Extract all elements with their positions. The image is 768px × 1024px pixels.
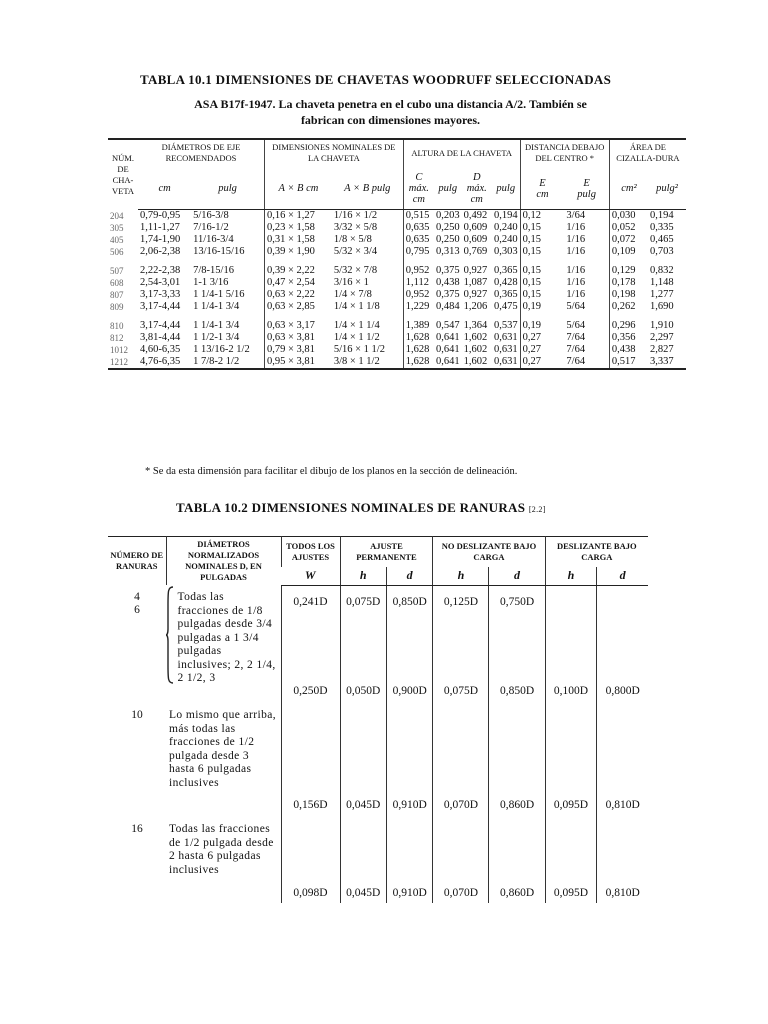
spacer-cell: [403, 258, 434, 265]
cell-e-cm: 0,15: [520, 246, 564, 258]
cell-d-cm: 4,60-6,35: [140, 344, 181, 355]
cell-value: 0,050D: [340, 685, 386, 705]
cell-a-cm2: 0,030: [609, 210, 648, 223]
sub-d-max: D máx.: [466, 172, 487, 194]
cell-ab-cm: 0,63 × 3,17: [264, 320, 331, 332]
cell-d-max-cm: 0,769: [463, 246, 488, 257]
cell-num: 305: [110, 223, 124, 233]
cell-a-pulg2: 3,337: [649, 356, 674, 367]
sub-ab-pulg: A × B pulg: [332, 166, 403, 210]
cell-value: 0,250D: [281, 685, 340, 705]
cell-c-cm: 0,952: [403, 265, 434, 277]
table2-title-text: TABLA 10.2 DIMENSIONES NOMINALES DE RANURAS: [176, 500, 526, 515]
cell-d-max-cm: 1,602: [463, 332, 488, 343]
cell-e-cm: 0,15: [520, 265, 564, 277]
cell-ab-pulg: 3/16 × 1: [333, 277, 369, 288]
cell-e-cm: 0,15: [520, 277, 564, 289]
cell-c-cm: 1,229: [403, 301, 434, 313]
cell-num: 608: [110, 278, 124, 288]
cell-a-cm2: 0,072: [609, 234, 648, 246]
table1-title: TABLA 10.1 DIMENSIONES DE CHAVETAS WOODRUFF SELECCIONADAS: [140, 72, 612, 87]
cell-e-pulg: 7/64: [566, 356, 586, 367]
spacer-cell: [648, 258, 686, 265]
sub-h1: h: [340, 567, 386, 585]
ranuras-desc: Todas las fracciones de 1/2 pulgada desde 2 hasta 6 pulgadas inclusives: [169, 823, 274, 876]
spacer-cell: [648, 313, 686, 320]
spacer-cell: [520, 313, 564, 320]
cell-d-pulg: 1 7/8-2 1/2: [193, 356, 240, 367]
sub-e-pulg: [564, 166, 609, 210]
cell-e-cm: 0,27: [520, 344, 564, 356]
cell-c-pulg: 0,250: [435, 222, 460, 233]
cell-a-pulg2: 2,297: [649, 332, 674, 343]
table-row: [108, 210, 686, 223]
cell-num: 809: [110, 302, 124, 312]
cell-d-cm: 3,17-4,44: [140, 320, 181, 331]
cell-value: 0,850D: [386, 585, 432, 685]
cell-c-cm: 1,389: [403, 320, 434, 332]
table-row: [108, 234, 686, 246]
cell-c-pulg: 0,375: [435, 265, 460, 276]
cell-e-cm: 0,19: [520, 320, 564, 332]
sub-area-pulg2: pulg²: [648, 166, 686, 210]
cell-c-pulg: 0,313: [435, 246, 460, 257]
cell-d-max-pulg: 0,240: [493, 234, 518, 245]
cell-num: 810: [110, 321, 124, 331]
sub-w: W: [281, 567, 340, 585]
cell-ab-cm: 0,47 × 2,54: [264, 277, 331, 289]
cell-e-pulg: 1/16: [566, 289, 586, 300]
table2-title: [176, 500, 626, 516]
cell-e-pulg: 1/16: [566, 222, 586, 233]
cell-a-pulg2: 0,832: [649, 265, 674, 276]
cell-ab-pulg: 1/4 × 1 1/4: [333, 320, 380, 331]
cell-a-pulg2: 0,194: [649, 210, 674, 221]
table-row: [108, 356, 686, 369]
cell-value: 0,070D: [433, 705, 489, 815]
spacer-cell: [492, 313, 520, 320]
cell-c-cm: 0,515: [403, 210, 434, 223]
cell-d-cm: 4,76-6,35: [140, 356, 181, 367]
cell-value: 0,045D: [340, 705, 386, 815]
cell-value: 0,810D: [597, 705, 648, 815]
cell-c-cm: 0,635: [403, 234, 434, 246]
cell-e-pulg: 1/16: [566, 246, 586, 257]
cell-d-cm: 3,81-4,44: [140, 332, 181, 343]
cell-a-cm2: 0,198: [609, 289, 648, 301]
table-row: [108, 301, 686, 313]
table2-reference: [2.2]: [528, 505, 546, 514]
cell-ab-cm: 0,39 × 1,90: [264, 246, 331, 258]
cell-a-cm2: 0,052: [609, 222, 648, 234]
cell-ab-cm: 0,23 × 1,58: [264, 222, 331, 234]
cell-d-max-cm: 0,927: [463, 265, 488, 276]
cell-value: [545, 585, 597, 685]
cell-e-cm: 0,15: [520, 289, 564, 301]
cell-value: 0,125D: [433, 585, 489, 685]
sub-c-max: C máx.: [408, 172, 429, 194]
cell-d-max-pulg: 0,631: [493, 356, 518, 367]
cell-value: 0,100D: [545, 685, 597, 705]
cell-c-pulg: 0,641: [435, 344, 460, 355]
cell-ab-pulg: 1/4 × 1 1/2: [333, 332, 380, 343]
ranuras-count: 10: [131, 709, 143, 721]
sub-e: E: [539, 177, 546, 189]
cell-value: 0,075D: [433, 685, 489, 705]
cell-d-max-pulg: 0,240: [493, 222, 518, 233]
spacer-cell: [462, 258, 492, 265]
cell-d-max-pulg: 0,194: [493, 210, 518, 221]
cell-e-pulg: 1/16: [566, 265, 586, 276]
cell-e-cm: 0,12: [520, 210, 564, 223]
table-row: [108, 265, 686, 277]
sub-pulg: pulg: [191, 166, 264, 210]
table1-subtitle: [118, 96, 663, 128]
spacer-cell: [191, 258, 264, 265]
cell-a-pulg2: 2,827: [649, 344, 674, 355]
cell-a-cm2: 0,438: [609, 344, 648, 356]
woodruff-table-body: [108, 210, 686, 370]
spacer-cell: [609, 258, 648, 265]
ranuras-desc: Todas las fracciones de 1/8 pulgadas desde 3/4 pulgadas a 1 3/4 pulgadas inclusives; 2, 2 1/4, 2 1/2, 3: [177, 591, 276, 684]
brace-icon: [166, 585, 174, 705]
cell-value: 0,075D: [340, 585, 386, 685]
cell-value: 0,800D: [597, 685, 648, 705]
cell-c-pulg: 0,375: [435, 289, 460, 300]
spacer-cell: [564, 258, 609, 265]
table1-subtitle-line1: ASA B17f-1947. La chaveta penetra en el cubo una distancia A/2. También se: [194, 97, 587, 111]
cell-d-cm: 0,79-0,95: [140, 210, 181, 221]
cell-num: 1212: [110, 357, 128, 367]
header-area: ÁREA DE CIZALLA-DURA: [609, 139, 686, 166]
cell-d-pulg: 1 13/16-2 1/2: [193, 344, 250, 355]
sub-d-cm-label: cm: [470, 194, 483, 205]
cell-d-pulg: 13/16-15/16: [193, 246, 245, 257]
cell-a-cm2: 0,356: [609, 332, 648, 344]
cell-ab-pulg: 1/8 × 5/8: [333, 234, 372, 245]
cell-a-pulg2: 1,910: [649, 320, 674, 331]
header-deslizante: DESLIZANTE BAJO CARGA: [545, 537, 648, 568]
spacer-cell: [332, 258, 403, 265]
header-num: NÚM. DE CHA-VETA: [112, 152, 134, 196]
cell-a-pulg2: 1,277: [649, 289, 674, 300]
spacer-cell: [609, 313, 648, 320]
table-row: [108, 289, 686, 301]
spacer-cell: [434, 313, 462, 320]
cell-a-cm2: 0,129: [609, 265, 648, 277]
sub-cm: cm: [138, 166, 191, 210]
cell-d-max-pulg: 0,631: [493, 344, 518, 355]
cell-num: 807: [110, 290, 124, 300]
cell-ab-pulg: 5/16 × 1 1/2: [333, 344, 385, 355]
cell-c-pulg: 0,641: [435, 332, 460, 343]
sub-e-cm-label: cm: [536, 188, 549, 200]
cell-a-cm2: 0,517: [609, 356, 648, 369]
cell-d-pulg: 1 1/4-1 3/4: [193, 301, 240, 312]
cell-d-max-pulg: 0,303: [493, 246, 518, 257]
spacer-cell: [403, 313, 434, 320]
spacer-cell: [492, 258, 520, 265]
sub-h2: h: [433, 567, 489, 585]
sub-c-cm: [403, 166, 434, 210]
cell-d-max-pulg: 0,537: [493, 320, 518, 331]
cell-e-pulg: 5/64: [566, 301, 586, 312]
cell-c-cm: 0,795: [403, 246, 434, 258]
cell-a-cm2: 0,296: [609, 320, 648, 332]
spacer-cell: [138, 258, 191, 265]
spacer-cell: [332, 313, 403, 320]
cell-value: 0,910D: [386, 705, 432, 815]
cell-c-cm: 1,112: [403, 277, 434, 289]
header-dimensiones: DIMENSIONES NOMINALES DE LA CHAVETA: [264, 139, 403, 166]
sub-d3: d: [597, 567, 648, 585]
cell-num: 507: [110, 266, 124, 276]
cell-value: 0,900D: [386, 685, 432, 705]
spacer-cell: [434, 258, 462, 265]
cell-d-pulg: 1 1/4-1 5/16: [193, 289, 245, 300]
table-row: [108, 277, 686, 289]
header-todos: TODOS LOS AJUSTES: [281, 537, 340, 568]
sub-d-cm: [462, 166, 492, 210]
cell-e-pulg: 1/16: [566, 277, 586, 288]
sub-e-pulg-label: pulg: [577, 188, 596, 200]
empty-cell: [108, 685, 166, 705]
ranuras-desc: Lo mismo que arriba, más todas las fracciones de 1/2 pulgada desde 3 hasta 6 pulgadas inclusives: [169, 709, 277, 789]
cell-num: 1012: [110, 345, 128, 355]
cell-d-cm: 1,11-1,27: [140, 222, 180, 233]
cell-e-pulg: 3/64: [566, 210, 586, 221]
cell-value: 0,750D: [489, 585, 545, 685]
cell-value: 0,095D: [545, 815, 597, 903]
sub-c-cm-label: cm: [412, 194, 425, 205]
header-diametros: DIÁMETROS DE EJE RECOMENDADOS: [161, 142, 241, 163]
cell-e-cm: 0,19: [520, 301, 564, 313]
spacer-cell: [564, 313, 609, 320]
cell-d-max-cm: 1,206: [463, 301, 488, 312]
cell-a-pulg2: 1,690: [649, 301, 674, 312]
table-row: [108, 320, 686, 332]
sub-d-pulg: pulg: [492, 166, 520, 210]
header-ajuste: AJUSTE PERMANENTE: [340, 537, 433, 568]
cell-e-cm: 0,27: [520, 332, 564, 344]
sub-d1: d: [386, 567, 432, 585]
header-numero: NÚMERO DE RANURAS: [110, 550, 164, 571]
cell-d-cm: 3,17-4,44: [140, 301, 181, 312]
cell-d-pulg: 11/16-3/4: [193, 234, 234, 245]
group-spacer: [108, 258, 686, 265]
cell-c-pulg: 0,547: [435, 320, 460, 331]
table-row: [108, 246, 686, 258]
cell-value: 0,860D: [489, 705, 545, 815]
cell-d-max-cm: 0,927: [463, 289, 488, 300]
cell-value: 0,850D: [489, 685, 545, 705]
cell-d-cm: 2,22-2,38: [140, 265, 181, 276]
cell-a-pulg2: 0,465: [649, 234, 674, 245]
cell-d-pulg: 7/8-15/16: [193, 265, 234, 276]
cell-ab-cm: 0,63 × 2,22: [264, 289, 331, 301]
cell-d-max-cm: 1,602: [463, 356, 488, 367]
cell-d-pulg: 1 1/4-1 3/4: [193, 320, 240, 331]
cell-e-pulg: 1/16: [566, 234, 586, 245]
ranuras-count: 16: [131, 823, 143, 835]
cell-value: 0,241D: [281, 585, 340, 685]
cell-ab-cm: 0,79 × 3,81: [264, 344, 331, 356]
spacer-cell: [264, 313, 331, 320]
header-diametros-normalizados: DIÁMETROS NORMALIZADOS NOMINALES D, EN PULGADAS: [166, 537, 281, 586]
table-row: [108, 332, 686, 344]
cell-ab-cm: 0,39 × 2,22: [264, 265, 331, 277]
spacer-cell: [138, 313, 191, 320]
cell-e-cm: 0,15: [520, 222, 564, 234]
cell-a-pulg2: 0,703: [649, 246, 674, 257]
cell-e-pulg: 7/64: [566, 332, 586, 343]
cell-ab-pulg: 3/8 × 1 1/2: [333, 356, 380, 367]
cell-num: 204: [110, 210, 124, 221]
cell-num: 506: [110, 247, 124, 257]
cell-d-max-pulg: 0,365: [493, 265, 518, 276]
cell-ab-cm: 0,16 × 1,27: [264, 210, 331, 223]
spacer-cell: [108, 313, 138, 320]
cell-d-cm: 2,06-2,38: [140, 246, 181, 257]
cell-ab-pulg: 5/32 × 7/8: [333, 265, 378, 276]
cell-a-pulg2: 1,148: [649, 277, 674, 288]
table-row: [108, 344, 686, 356]
cell-d-max-cm: 1,364: [463, 320, 488, 331]
ranuras-count: 4 6: [134, 591, 140, 616]
cell-num: 405: [110, 235, 124, 245]
sub-ab-cm: A × B cm: [264, 166, 331, 210]
ranuras-table-body: [108, 585, 648, 903]
cell-d-max-pulg: 0,428: [493, 277, 518, 288]
spacer-cell: [462, 313, 492, 320]
table1-subtitle-line2: fabrican con dimensiones mayores.: [300, 113, 481, 127]
cell-a-cm2: 0,262: [609, 301, 648, 313]
cell-c-pulg: 0,438: [435, 277, 460, 288]
cell-d-pulg: 5/16-3/8: [193, 210, 229, 221]
cell-c-pulg: 0,641: [435, 356, 460, 367]
cell-ab-pulg: 5/32 × 3/4: [333, 246, 378, 257]
sub-d2: d: [489, 567, 545, 585]
cell-ab-pulg: 3/32 × 5/8: [333, 222, 378, 233]
cell-value: 0,860D: [489, 815, 545, 903]
cell-e-pulg: 7/64: [566, 344, 586, 355]
ranuras-table: [108, 536, 648, 903]
cell-a-cm2: 0,109: [609, 246, 648, 258]
cell-d-pulg: 1-1 3/16: [193, 277, 229, 288]
sub-e2: E: [583, 177, 590, 189]
group-spacer: [108, 313, 686, 320]
header-no-deslizante: NO DESLIZANTE BAJO CARGA: [433, 537, 545, 568]
cell-ab-pulg: 1/16 × 1/2: [333, 210, 378, 221]
cell-ab-cm: 0,63 × 3,81: [264, 332, 331, 344]
table-row: [108, 222, 686, 234]
spacer-cell: [108, 258, 138, 265]
cell-e-pulg: 5/64: [566, 320, 586, 331]
cell-c-cm: 0,635: [403, 222, 434, 234]
cell-c-pulg: 0,250: [435, 234, 460, 245]
cell-value: 0,156D: [281, 705, 340, 815]
header-distancia: DISTANCIA DEBAJO DEL CENTRO *: [520, 139, 609, 166]
cell-ab-cm: 0,95 × 3,81: [264, 356, 331, 369]
cell-d-pulg: 7/16-1/2: [193, 222, 229, 233]
cell-d-max-cm: 0,609: [463, 234, 488, 245]
cell-d-max-cm: 0,609: [463, 222, 488, 233]
cell-c-cm: 1,628: [403, 356, 434, 369]
cell-d-max-cm: 1,602: [463, 344, 488, 355]
sub-area-cm2: cm²: [609, 166, 648, 210]
cell-ab-cm: 0,31 × 1,58: [264, 234, 331, 246]
cell-d-max-pulg: 0,475: [493, 301, 518, 312]
cell-d-max-pulg: 0,631: [493, 332, 518, 343]
sub-e-cm: [520, 166, 564, 210]
cell-d-max-pulg: 0,365: [493, 289, 518, 300]
cell-num: 812: [110, 333, 124, 343]
cell-ab-cm: 0,63 × 2,85: [264, 301, 331, 313]
cell-d-max-cm: 0,492: [463, 210, 488, 221]
table1-footnote: * Se da esta dimensión para facilitar el dibujo de los planos en la sección de delineación.: [145, 466, 518, 477]
cell-value: 0,095D: [545, 705, 597, 815]
cell-ab-pulg: 1/4 × 1 1/8: [333, 301, 380, 312]
sub-c-pulg: pulg: [434, 166, 462, 210]
cell-value: 0,070D: [433, 815, 489, 903]
cell-c-cm: 1,628: [403, 344, 434, 356]
cell-c-pulg: 0,484: [435, 301, 460, 312]
spacer-cell: [520, 258, 564, 265]
cell-e-cm: 0,15: [520, 234, 564, 246]
cell-d-pulg: 1 1/2-1 3/4: [193, 332, 240, 343]
cell-value: 0,098D: [281, 815, 340, 903]
cell-value: [597, 585, 648, 685]
cell-a-cm2: 0,178: [609, 277, 648, 289]
cell-d-cm: 2,54-3,01: [140, 277, 181, 288]
header-altura: ALTURA DE LA CHAVETA: [403, 139, 520, 166]
spacer-cell: [191, 313, 264, 320]
cell-value: 0,045D: [340, 815, 386, 903]
cell-d-cm: 3,17-3,33: [140, 289, 181, 300]
cell-d-max-cm: 1,087: [463, 277, 488, 288]
cell-c-cm: 0,952: [403, 289, 434, 301]
sub-h3: h: [545, 567, 597, 585]
cell-d-cm: 1,74-1,90: [140, 234, 181, 245]
spacer-cell: [264, 258, 331, 265]
cell-value: 0,810D: [597, 815, 648, 903]
cell-c-pulg: 0,203: [435, 210, 460, 221]
cell-ab-pulg: 1/4 × 7/8: [333, 289, 372, 300]
cell-a-pulg2: 0,335: [649, 222, 674, 233]
cell-value: 0,910D: [386, 815, 432, 903]
cell-e-cm: 0,27: [520, 356, 564, 369]
woodruff-table: [108, 138, 686, 370]
cell-c-cm: 1,628: [403, 332, 434, 344]
